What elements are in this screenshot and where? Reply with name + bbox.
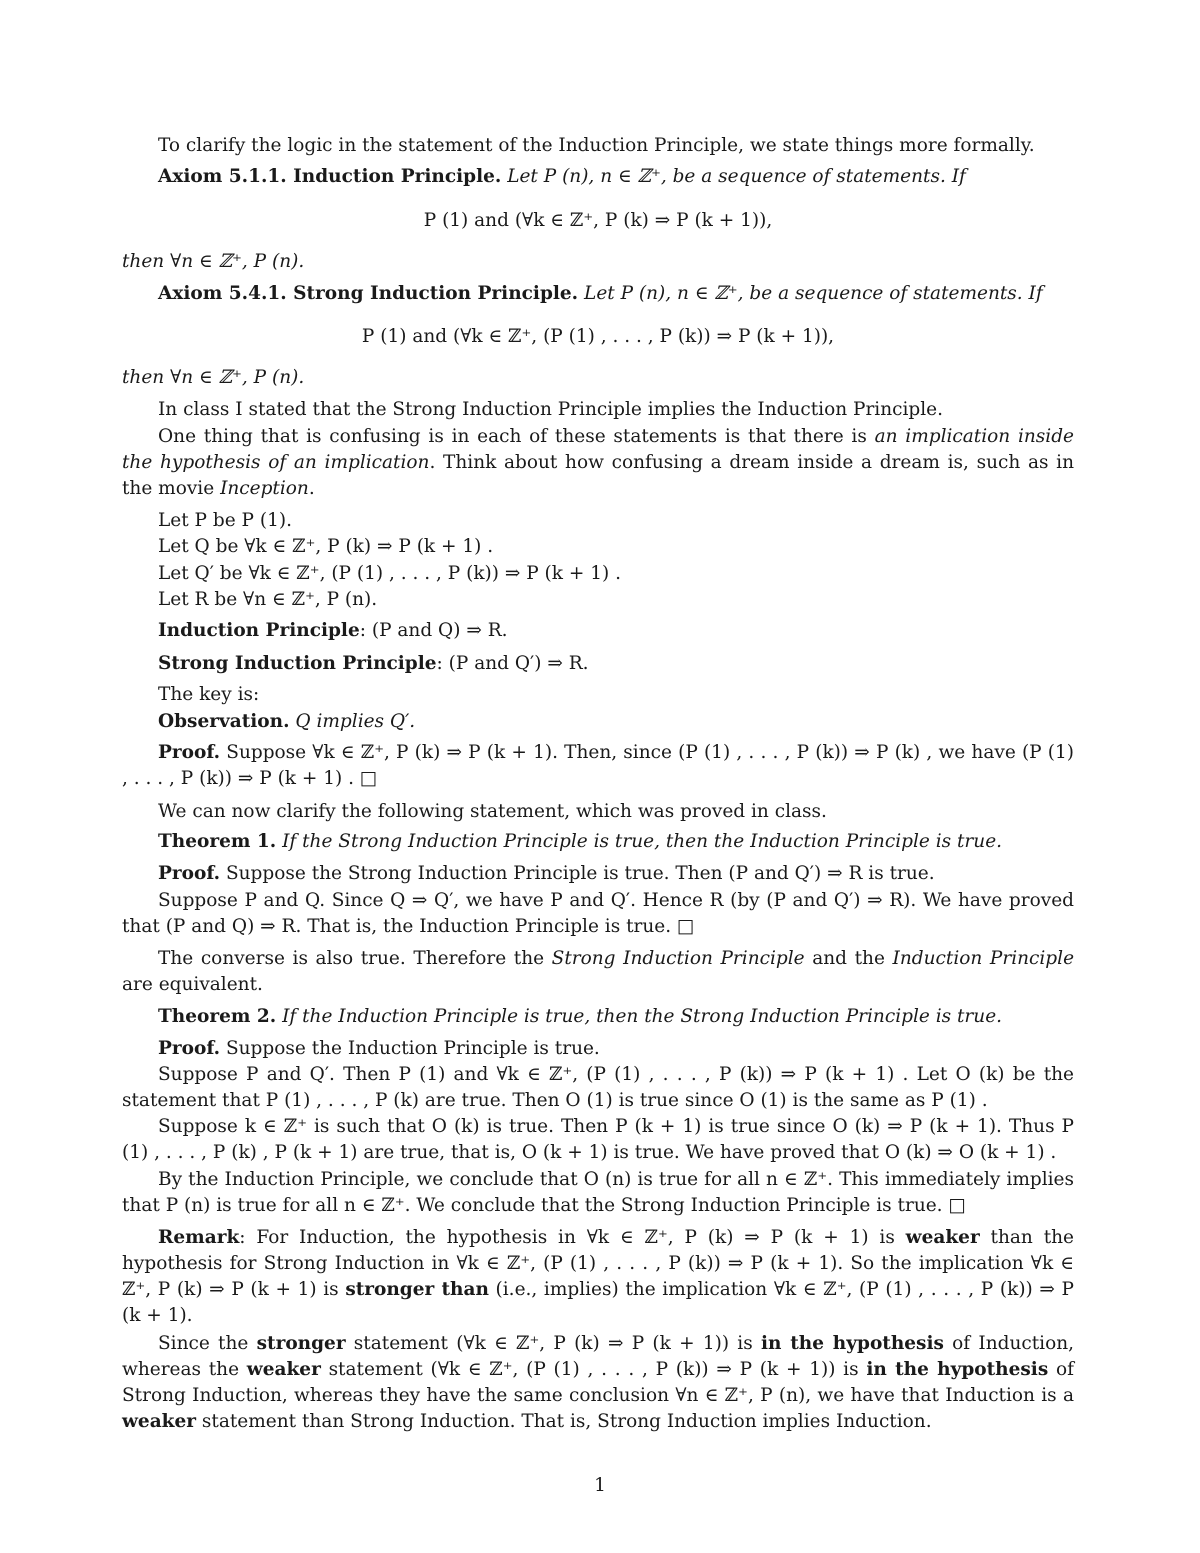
ip-label: Induction Principle bbox=[158, 620, 360, 641]
theorem-1 bbox=[122, 829, 1074, 855]
final-p3: of Induction, whereas the bbox=[122, 1333, 1075, 1380]
ip-text: : (P and Q) ⇒ R. bbox=[359, 620, 508, 641]
confusing-before: One thing that is confusing is in each of these statements is that there is bbox=[158, 426, 875, 447]
final-p2: statement (∀k ∈ ℤ⁺, P (k) ⇒ P (k + 1)) is bbox=[345, 1333, 761, 1354]
thm1-text: If the Strong Induction Principle is true, then the Induction Principle is true. bbox=[282, 831, 1003, 852]
remark-p3: (i.e., implies) the implication ∀k ∈ ℤ⁺, (P (1) , . . . , P (k)) ⇒ P (k + 1). bbox=[122, 1279, 1074, 1326]
axiom1-conclusion: then ∀n ∈ ℤ⁺, P (n). bbox=[122, 251, 305, 272]
remark-p2: than the hypothesis for Strong Induction in ∀k ∈ ℤ⁺, (P (1) , . . . , P (k)) ⇒ P (k + 1). So the implication ∀k ∈ ℤ⁺, P (k) ⇒ P (k + 1) is bbox=[122, 1227, 1074, 1300]
let-q-prime: Let Q′ be ∀k ∈ ℤ⁺, (P (1) , . . . , P (k)) ⇒ P (k + 1) . bbox=[158, 563, 621, 584]
axiom2-conclusion: then ∀n ∈ ℤ⁺, P (n). bbox=[122, 367, 305, 388]
confusing-middle: . Think about how confusing a dream inside a dream is, such as in the movie bbox=[122, 452, 1074, 499]
observation-text: Q implies Q′. bbox=[295, 711, 416, 732]
final-stronger: stronger bbox=[256, 1333, 346, 1354]
final-weaker2: weaker bbox=[122, 1411, 197, 1432]
class-paragraph: In class I stated that the Strong Induction Principle implies the Induction Principle. bbox=[158, 399, 943, 420]
final-p5: of Strong Induction, whereas they have the same conclusion ∀n ∈ ℤ⁺, P (n), we have that Induction is a bbox=[122, 1359, 1074, 1406]
final-p6: statement than Strong Induction. That is, Strong Induction implies Induction. bbox=[196, 1411, 932, 1432]
theorem-2-proof bbox=[122, 1036, 1074, 1062]
proof2-label: Proof. bbox=[158, 1038, 221, 1059]
axiom1-label: Axiom 5.1.1. Induction Principle. bbox=[158, 166, 502, 187]
converse-ip: Induction Principle bbox=[892, 948, 1075, 969]
axiom1-text: Let P (n), n ∈ ℤ⁺, be a sequence of statements. If bbox=[507, 166, 966, 187]
observation-proof bbox=[122, 740, 1074, 792]
remark-weaker: weaker bbox=[905, 1227, 980, 1248]
theorem-1-proof bbox=[122, 861, 1074, 887]
sip-text: : (P and Q′) ⇒ R. bbox=[436, 653, 589, 674]
axiom2-display-equation: P (1) and (∀k ∈ ℤ⁺, (P (1) , . . . , P (k)) ⇒ P (k + 1)), bbox=[361, 326, 835, 347]
intro-paragraph bbox=[122, 133, 1074, 159]
remark-stronger: stronger than bbox=[345, 1279, 489, 1300]
observation bbox=[122, 709, 1074, 735]
proof0-text: Suppose ∀k ∈ ℤ⁺, P (k) ⇒ P (k + 1). Then, since (P (1) , . . . , P (k)) ⇒ P (k) , we have (P (1) , . . . , P (k)) ⇒ P (k + 1) . □ bbox=[122, 742, 1074, 789]
converse-end: are equivalent. bbox=[122, 974, 263, 995]
confusing-paragraph bbox=[122, 424, 1074, 502]
key-line: The key is: bbox=[158, 684, 260, 705]
thm2-label: Theorem 2. bbox=[158, 1006, 277, 1027]
axiom-induction bbox=[122, 164, 1074, 190]
confusing-end: . bbox=[308, 478, 315, 499]
intro-text: To clarify the logic in the statement of the Induction Principle, we state things more formally. bbox=[158, 135, 1035, 156]
converse-paragraph bbox=[122, 946, 1074, 998]
final-weaker: weaker bbox=[246, 1359, 321, 1380]
proof2-line1: Suppose the Induction Principle is true. bbox=[225, 1038, 600, 1059]
proof1-line1: Suppose the Strong Induction Principle is true. Then (P and Q′) ⇒ R is true. bbox=[225, 863, 935, 884]
axiom2-text: Let P (n), n ∈ ℤ⁺, be a sequence of statements. If bbox=[584, 283, 1043, 304]
clarify-line: We can now clarify the following statement, which was proved in class. bbox=[158, 801, 827, 822]
thm2-text: If the Induction Principle is true, then the Strong Induction Principle is true. bbox=[282, 1006, 1003, 1027]
confusing-emphasis: an implication inside the hypothesis of an implication bbox=[122, 426, 1074, 473]
induction-principle-line bbox=[122, 618, 1074, 644]
final-p4: statement (∀k ∈ ℤ⁺, (P (1) , . . . , P (k)) ⇒ P (k + 1)) is bbox=[320, 1359, 867, 1380]
converse-sip: Strong Induction Principle bbox=[551, 948, 805, 969]
remark-label: Remark bbox=[158, 1227, 240, 1248]
final-paragraph bbox=[122, 1331, 1074, 1435]
axiom-strong-induction bbox=[122, 281, 1074, 307]
sip-label: Strong Induction Principle bbox=[158, 653, 437, 674]
theorem-2-proof-para2: Suppose P and Q′. Then P (1) and ∀k ∈ ℤ⁺, (P (1) , . . . , P (k)) ⇒ P (k + 1) . Let O (k) be the statement that P (1) , . . . , P (k) are true. Then O (1) is true since O (1) is the same as P (1) . bbox=[122, 1064, 1074, 1111]
theorem-2-proof-para3: Suppose k ∈ ℤ⁺ is such that O (k) is true. Then P (k + 1) is true since O (k) ⇒ P (k + 1). Thus P (1) , . . . , P (k) , P (k + 1) are true, that is, O (k + 1) is true. We have proved that O (k) ⇒ O (k + 1) . bbox=[122, 1116, 1074, 1163]
let-r: Let R be ∀n ∈ ℤ⁺, P (n). bbox=[158, 589, 378, 610]
thm1-label: Theorem 1. bbox=[158, 831, 277, 852]
final-p1: Since the bbox=[158, 1333, 257, 1354]
theorem-1-proof-body: Suppose P and Q. Since Q ⇒ Q′, we have P and Q′. Hence R (by (P and Q′) ⇒ R). We have proved that (P and Q) ⇒ R. That is, the Induction Principle is true. □ bbox=[122, 890, 1074, 937]
axiom2-label: Axiom 5.4.1. Strong Induction Principle. bbox=[158, 283, 579, 304]
let-p: Let P be P (1). bbox=[158, 510, 292, 531]
movie-title: Inception bbox=[220, 478, 309, 499]
observation-label: Observation. bbox=[158, 711, 290, 732]
page-number: 1 bbox=[594, 1475, 606, 1496]
final-inhyp2: in the hypothesis bbox=[866, 1359, 1049, 1380]
proof1-label: Proof. bbox=[158, 863, 221, 884]
remark-paragraph bbox=[122, 1225, 1074, 1329]
let-q: Let Q be ∀k ∈ ℤ⁺, P (k) ⇒ P (k + 1) . bbox=[158, 536, 494, 557]
converse-mid: and the bbox=[804, 948, 893, 969]
converse-before: The converse is also true. Therefore the bbox=[158, 948, 552, 969]
theorem-2-proof-para4: By the Induction Principle, we conclude that O (n) is true for all n ∈ ℤ⁺. This immediately implies that P (n) is true for all n ∈ ℤ⁺. We conclude that the Strong Induction Principle is true. □ bbox=[122, 1169, 1074, 1216]
proof0-label: Proof. bbox=[158, 742, 221, 763]
final-inhyp1: in the hypothesis bbox=[760, 1333, 944, 1354]
strong-induction-principle-line bbox=[122, 651, 1074, 677]
theorem-2 bbox=[122, 1004, 1074, 1030]
axiom1-display-equation: P (1) and (∀k ∈ ℤ⁺, P (k) ⇒ P (k + 1)), bbox=[423, 210, 773, 231]
remark-p1: : For Induction, the hypothesis in ∀k ∈ ℤ⁺, P (k) ⇒ P (k + 1) is bbox=[239, 1227, 906, 1248]
